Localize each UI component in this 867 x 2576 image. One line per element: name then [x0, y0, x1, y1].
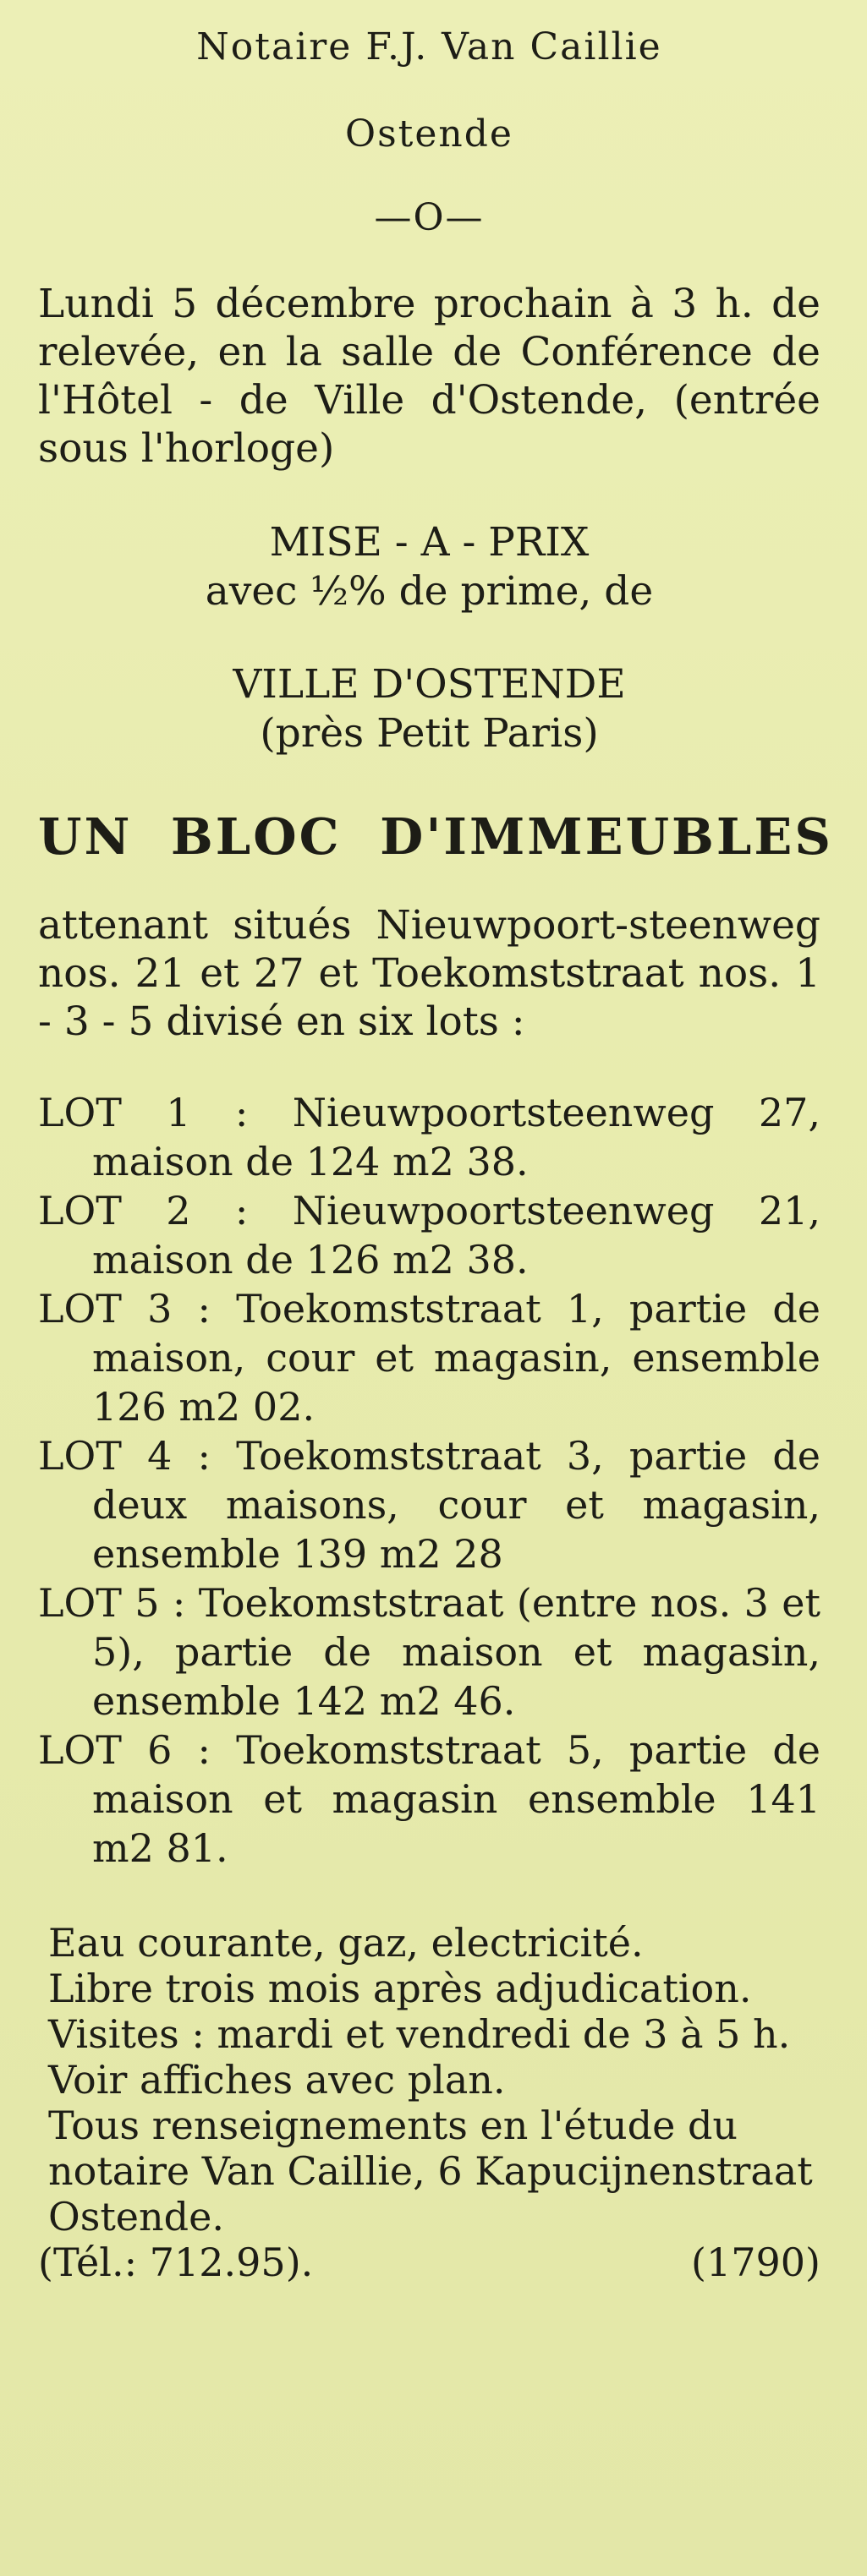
location-block [38, 660, 820, 758]
phone-number: (Tél.: 712.95). [38, 2240, 314, 2285]
auction-intro: Lundi 5 décembre prochain à 3 h. de relevée, en la salle de Conférence de l'Hôtel - de Ville d'Ostende, (entrée sous l'horloge) [38, 281, 820, 472]
note-contact: Tous renseignements en l'étude du notaire Van Caillie, 6 Kapucijnenstraat Ostende. [48, 2103, 813, 2240]
lot-item: LOT 4 : Toekomststraat 3, partie de deux maisons, cour et magasin, ensemble 139 m2 28 [38, 1433, 820, 1577]
mise-a-prix-premium: avec ½% de prime, de [205, 568, 654, 615]
lot-item: LOT 5 : Toekomststraat (entre nos. 3 et 5), partie de maison et magasin, ensemble 142 m2 46. [38, 1580, 820, 1724]
notary-name: Notaire F.J. Van Caillie [196, 25, 662, 68]
note-utilities: Eau courante, gaz, electricité. [48, 1920, 644, 1966]
notice-title: UN BLOC D'IMMEUBLES [38, 807, 833, 866]
separator: —O— [374, 196, 485, 239]
lot-list [38, 1088, 820, 1873]
lot-item: LOT 3 : Toekomststraat 1, partie de maison, cour et magasin, ensemble 126 m2 02. [38, 1286, 820, 1430]
reference-number: (1790) [691, 2240, 820, 2285]
footer-line [38, 2240, 820, 2285]
location-detail: (près Petit Paris) [260, 710, 599, 757]
notary-city: Ostende [345, 112, 513, 156]
lot-item: LOT 6 : Toekomststraat 5, partie de maison et magasin ensemble 141 m2 81. [38, 1727, 820, 1871]
property-description: attenant situés Nieuwpoort-steenweg nos. 21 et 27 et Toekomststraat nos. 1 - 3 - 5 divisé en six lots : [38, 902, 820, 1045]
lot-item: LOT 1 : Nieuwpoortsteenweg 27, maison de 124 m2 38. [38, 1090, 820, 1184]
note-availability: Libre trois mois après adjudication. [48, 1966, 752, 2011]
location-city: VILLE D'OSTENDE [233, 661, 626, 708]
mise-a-prix-title: MISE - A - PRIX [269, 519, 590, 566]
lot-item: LOT 2 : Nieuwpoortsteenweg 21, maison de 126 m2 38. [38, 1188, 820, 1283]
mise-a-prix [38, 518, 820, 616]
note-visits: Visites : mardi et vendredi de 3 à 5 h. [48, 2011, 791, 2057]
notes-list [38, 1920, 820, 2285]
note-posters: Voir affiches avec plan. [48, 2057, 506, 2103]
